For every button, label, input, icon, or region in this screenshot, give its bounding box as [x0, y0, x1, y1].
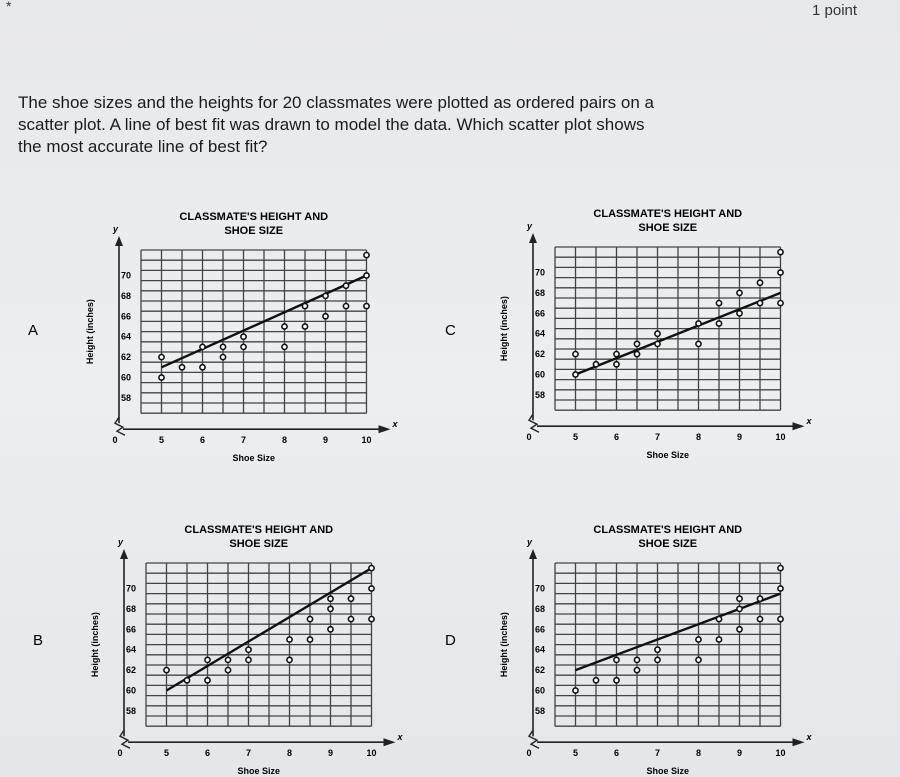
data-point: [737, 627, 742, 632]
data-point: [302, 304, 307, 309]
x-axis-label: Shoe Size: [646, 450, 690, 461]
data-point: [593, 362, 598, 367]
x-tick-label: 10: [366, 748, 377, 759]
data-point: [348, 596, 353, 601]
y-tick-label: 68: [125, 603, 136, 614]
y-axis-label: Height (inches): [499, 612, 509, 678]
data-point: [323, 293, 328, 298]
y-axis-symbol: y: [527, 537, 533, 547]
y-axis-label: Height (inches): [499, 296, 509, 362]
data-point: [655, 331, 660, 336]
data-point: [282, 324, 287, 329]
data-point: [246, 647, 251, 652]
chart-title-line-1: CLASSMATE'S HEIGHT AND: [179, 211, 329, 223]
data-point: [716, 321, 721, 326]
chart-title-line-1: CLASSMATE'S HEIGHT AND: [184, 524, 334, 536]
origin-label: 0: [526, 432, 532, 443]
x-tick-label: 6: [204, 748, 211, 759]
x-tick-label: 7: [245, 748, 252, 759]
data-point: [164, 668, 169, 673]
x-axis-symbol: x: [397, 732, 403, 743]
y-axis-symbol: y: [527, 221, 533, 231]
x-tick-label: 5: [572, 748, 579, 759]
data-point: [205, 657, 210, 662]
y-tick-label: 60: [120, 372, 131, 383]
x-tick-label: 10: [775, 748, 786, 759]
data-point: [655, 647, 660, 652]
data-point: [369, 617, 374, 622]
question-line-3: the most accurate line of best fit?: [18, 137, 268, 156]
y-tick-label: 58: [125, 705, 136, 716]
y-tick-label: 66: [120, 311, 131, 322]
y-tick-label: 62: [125, 665, 136, 676]
y-tick-label: 62: [120, 352, 131, 363]
y-axis-arrow: [115, 236, 123, 246]
data-point: [307, 637, 312, 642]
chart-title-line-2: SHOE SIZE: [224, 225, 284, 237]
y-tick-label: 60: [125, 685, 136, 696]
data-point: [348, 617, 353, 622]
data-point: [634, 657, 639, 662]
data-point: [696, 657, 701, 662]
question-line-1: The shoe sizes and the heights for 20 classmates were plotted as ordered pairs on a: [18, 93, 654, 112]
x-tick-label: 7: [654, 748, 661, 759]
x-tick-label: 6: [613, 748, 620, 759]
chart-title-line-1: CLASSMATE'S HEIGHT AND: [593, 524, 743, 536]
data-point: [634, 352, 639, 357]
x-axis-label: Shoe Size: [232, 453, 276, 464]
y-tick-label: 60: [534, 685, 545, 696]
x-axis-symbol: x: [806, 416, 812, 427]
y-tick-label: 64: [125, 644, 136, 655]
x-axis-arrow: [793, 422, 805, 430]
data-point: [323, 314, 328, 319]
x-tick-label: 10: [775, 432, 786, 443]
question-line-2: scatter plot. A line of best fit was drawn to model the data. Which scatter plot shows: [18, 115, 645, 134]
option-label-c: C: [445, 322, 456, 339]
y-tick-label: 66: [534, 308, 545, 319]
y-tick-label: 70: [534, 583, 545, 594]
data-point: [614, 352, 619, 357]
data-point: [737, 290, 742, 295]
data-point: [778, 301, 783, 306]
axis-break-squiggle: [115, 417, 125, 435]
x-tick-label: 10: [361, 435, 372, 446]
y-axis-arrow: [529, 549, 537, 559]
axis-break-squiggle: [529, 414, 539, 432]
data-point: [696, 341, 701, 346]
data-point: [220, 355, 225, 360]
chart-a: [28, 211, 399, 463]
y-tick-label: 66: [534, 624, 545, 635]
data-point: [241, 334, 246, 339]
data-point: [573, 688, 578, 693]
data-point: [328, 596, 333, 601]
required-asterisk: *: [6, 0, 12, 14]
data-point: [778, 617, 783, 622]
data-point: [282, 344, 287, 349]
y-tick-label: 62: [534, 349, 545, 360]
data-point: [778, 586, 783, 591]
x-tick-label: 9: [736, 432, 743, 443]
data-point: [655, 657, 660, 662]
chart-d: [445, 524, 813, 776]
data-point: [159, 355, 164, 360]
data-point: [573, 372, 578, 377]
chart-b: [33, 524, 404, 776]
data-point: [179, 365, 184, 370]
data-point: [328, 606, 333, 611]
y-tick-label: 64: [120, 331, 131, 342]
x-axis-arrow: [793, 738, 805, 746]
data-point: [307, 617, 312, 622]
data-point: [614, 678, 619, 683]
data-point: [159, 375, 164, 380]
y-tick-label: 64: [534, 328, 545, 339]
data-point: [364, 253, 369, 258]
x-axis-symbol: x: [392, 419, 398, 430]
data-point: [778, 250, 783, 255]
axis-break-squiggle: [120, 730, 130, 748]
x-axis-symbol: x: [806, 732, 812, 743]
data-point: [200, 344, 205, 349]
x-axis-arrow: [379, 425, 391, 433]
x-tick-label: 8: [286, 748, 293, 759]
y-tick-label: 58: [534, 389, 545, 400]
x-tick-label: 7: [654, 432, 661, 443]
y-tick-label: 68: [120, 290, 131, 301]
origin-label: 0: [112, 435, 118, 446]
x-tick-label: 5: [572, 432, 579, 443]
y-tick-label: 58: [534, 705, 545, 716]
y-tick-label: 70: [534, 267, 545, 278]
data-point: [287, 637, 292, 642]
x-tick-label: 9: [736, 748, 743, 759]
x-axis-arrow: [384, 738, 396, 746]
data-point: [778, 270, 783, 275]
data-point: [716, 301, 721, 306]
y-tick-label: 66: [125, 624, 136, 635]
data-point: [343, 304, 348, 309]
y-axis-label: Height (inches): [85, 299, 95, 365]
data-point: [225, 668, 230, 673]
data-point: [716, 617, 721, 622]
y-axis-arrow: [529, 233, 537, 243]
y-tick-label: 68: [534, 287, 545, 298]
data-point: [573, 352, 578, 357]
data-point: [634, 341, 639, 346]
y-tick-label: 70: [120, 270, 131, 281]
x-tick-label: 7: [240, 435, 247, 446]
points-label: 1 point: [812, 2, 858, 19]
chart-title-line-2: SHOE SIZE: [638, 538, 698, 550]
x-axis-label: Shoe Size: [646, 766, 690, 777]
x-tick-label: 5: [158, 435, 165, 446]
x-tick-label: 5: [163, 748, 170, 759]
data-point: [364, 273, 369, 278]
y-tick-label: 70: [125, 583, 136, 594]
data-point: [246, 657, 251, 662]
origin-label: 0: [526, 748, 532, 759]
x-tick-label: 9: [322, 435, 329, 446]
y-tick-label: 60: [534, 369, 545, 380]
data-point: [696, 637, 701, 642]
data-point: [716, 637, 721, 642]
data-point: [737, 596, 742, 601]
data-point: [241, 344, 246, 349]
data-point: [757, 617, 762, 622]
data-point: [634, 668, 639, 673]
chart-c: [445, 208, 813, 460]
data-point: [328, 627, 333, 632]
y-axis-symbol: y: [113, 224, 119, 234]
x-axis-label: Shoe Size: [237, 766, 281, 777]
y-tick-label: 68: [534, 603, 545, 614]
option-label-b: B: [33, 632, 44, 649]
data-point: [220, 344, 225, 349]
data-point: [287, 657, 292, 662]
data-point: [737, 606, 742, 611]
x-tick-label: 6: [199, 435, 206, 446]
data-point: [778, 566, 783, 571]
data-point: [757, 596, 762, 601]
x-tick-label: 8: [695, 432, 702, 443]
x-tick-label: 8: [281, 435, 288, 446]
data-point: [614, 657, 619, 662]
chart-title-line-2: SHOE SIZE: [638, 222, 698, 234]
x-tick-label: 9: [327, 748, 334, 759]
option-label-d: D: [445, 632, 456, 649]
x-tick-label: 6: [613, 432, 620, 443]
origin-label: 0: [117, 748, 123, 759]
data-point: [369, 566, 374, 571]
y-tick-label: 58: [120, 392, 131, 403]
option-label-a: A: [28, 322, 39, 339]
data-point: [696, 321, 701, 326]
data-point: [200, 365, 205, 370]
data-point: [655, 341, 660, 346]
x-tick-label: 8: [695, 748, 702, 759]
data-point: [302, 324, 307, 329]
y-tick-label: 64: [534, 644, 545, 655]
data-point: [757, 280, 762, 285]
data-point: [225, 657, 230, 662]
data-point: [737, 311, 742, 316]
data-point: [369, 586, 374, 591]
data-point: [205, 678, 210, 683]
data-point: [364, 304, 369, 309]
y-axis-label: Height (inches): [90, 612, 100, 678]
axis-break-squiggle: [529, 730, 539, 748]
data-point: [614, 362, 619, 367]
y-tick-label: 62: [534, 665, 545, 676]
data-point: [343, 283, 348, 288]
chart-title-line-1: CLASSMATE'S HEIGHT AND: [593, 208, 743, 220]
chart-title-line-2: SHOE SIZE: [229, 538, 289, 550]
data-point: [184, 678, 189, 683]
data-point: [593, 678, 598, 683]
y-axis-arrow: [120, 549, 128, 559]
data-point: [757, 301, 762, 306]
y-axis-symbol: y: [118, 537, 124, 547]
